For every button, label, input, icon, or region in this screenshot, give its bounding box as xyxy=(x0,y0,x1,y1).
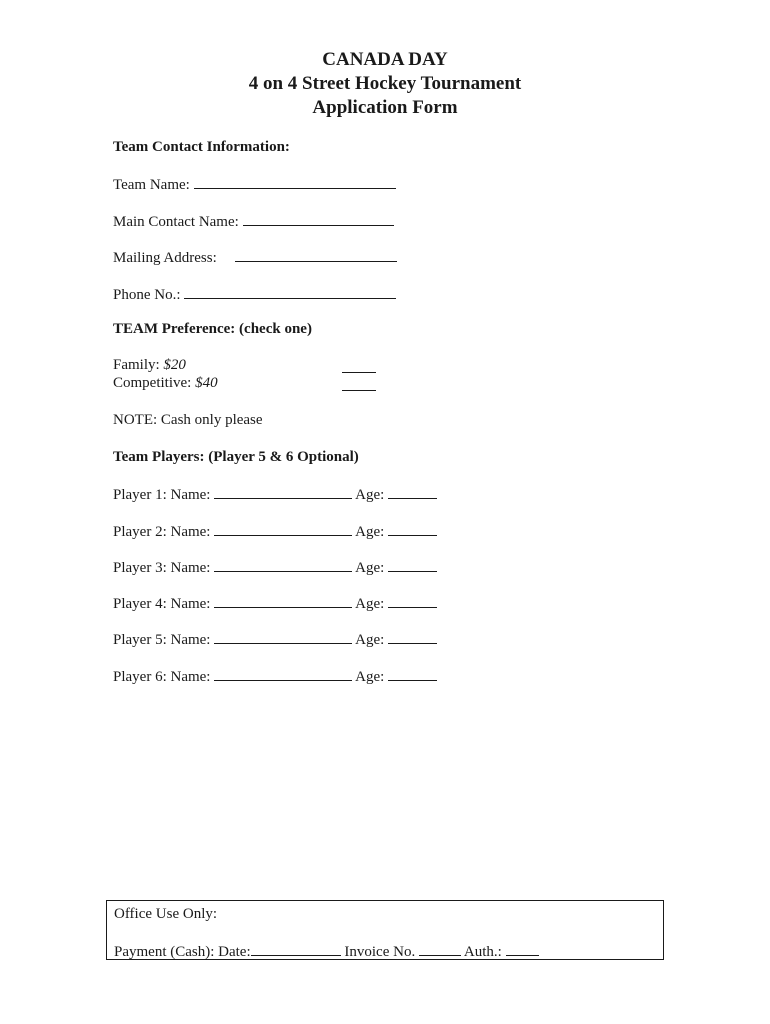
player-age-field[interactable] xyxy=(388,484,437,499)
phone-label: Phone No.: xyxy=(113,287,181,303)
phone-row xyxy=(113,284,396,304)
team-name-label: Team Name: xyxy=(113,177,190,193)
player-age-label: Age: xyxy=(355,524,385,540)
players-heading: Team Players: (Player 5 & 6 Optional) xyxy=(113,449,359,465)
auth-label: Auth.: xyxy=(463,944,502,960)
player-name-label: Player 4: Name: xyxy=(113,596,211,612)
player-name-field[interactable] xyxy=(214,593,352,608)
player-age-field[interactable] xyxy=(388,666,437,681)
family-price: $20 xyxy=(163,357,186,373)
player-row xyxy=(113,629,437,649)
team-name-field[interactable] xyxy=(194,174,396,189)
player-name-field[interactable] xyxy=(214,557,352,572)
player-row xyxy=(113,484,437,504)
contact-heading: Team Contact Information: xyxy=(113,139,290,155)
phone-field[interactable] xyxy=(184,284,396,299)
auth-field[interactable] xyxy=(506,941,539,956)
family-label: Family: xyxy=(113,357,164,373)
office-heading: Office Use Only: xyxy=(114,906,218,922)
player-name-field[interactable] xyxy=(214,629,352,644)
title-line-2: 4 on 4 Street Hockey Tournament xyxy=(248,73,522,94)
player-name-label: Player 3: Name: xyxy=(113,560,211,576)
player-age-label: Age: xyxy=(355,632,385,648)
player-row xyxy=(113,521,437,541)
player-name-field[interactable] xyxy=(214,484,352,499)
main-contact-label: Main Contact Name: xyxy=(113,214,239,230)
player-age-label: Age: xyxy=(355,487,385,503)
main-contact-field[interactable] xyxy=(243,211,394,226)
title-line-3: Application Form xyxy=(312,97,458,118)
player-age-label: Age: xyxy=(355,669,385,685)
cash-note: NOTE: Cash only please xyxy=(113,412,263,428)
mailing-address-row xyxy=(113,247,397,267)
player-name-field[interactable] xyxy=(214,666,352,681)
player-name-label: Player 2: Name: xyxy=(113,524,211,540)
player-age-field[interactable] xyxy=(388,593,437,608)
title-line-1: CANADA DAY xyxy=(322,49,448,70)
player-row xyxy=(113,666,437,686)
player-row xyxy=(113,557,437,577)
player-age-field[interactable] xyxy=(388,557,437,572)
competitive-option xyxy=(113,374,218,392)
invoice-label: Invoice No. xyxy=(344,944,416,960)
player-age-label: Age: xyxy=(355,560,385,576)
competitive-price: $40 xyxy=(195,375,218,391)
player-name-field[interactable] xyxy=(214,521,352,536)
player-name-label: Player 6: Name: xyxy=(113,669,211,685)
office-payment-row xyxy=(114,941,539,961)
family-option xyxy=(113,356,186,374)
player-age-label: Age: xyxy=(355,596,385,612)
preference-heading: TEAM Preference: (check one) xyxy=(113,321,312,337)
payment-date-label: Payment (Cash): Date: xyxy=(114,944,251,960)
competitive-check-field[interactable] xyxy=(342,389,376,391)
player-age-field[interactable] xyxy=(388,629,437,644)
main-contact-row xyxy=(113,211,394,231)
mailing-address-field[interactable] xyxy=(235,247,397,262)
player-row xyxy=(113,593,437,613)
payment-date-field[interactable] xyxy=(251,941,341,956)
family-check-field[interactable] xyxy=(342,371,376,373)
competitive-label: Competitive: xyxy=(113,375,196,391)
player-age-field[interactable] xyxy=(388,521,437,536)
mailing-address-label: Mailing Address: xyxy=(113,250,217,266)
player-name-label: Player 1: Name: xyxy=(113,487,211,503)
team-name-row xyxy=(113,174,396,194)
player-name-label: Player 5: Name: xyxy=(113,632,211,648)
invoice-field[interactable] xyxy=(419,941,461,956)
office-use-box xyxy=(106,900,664,960)
